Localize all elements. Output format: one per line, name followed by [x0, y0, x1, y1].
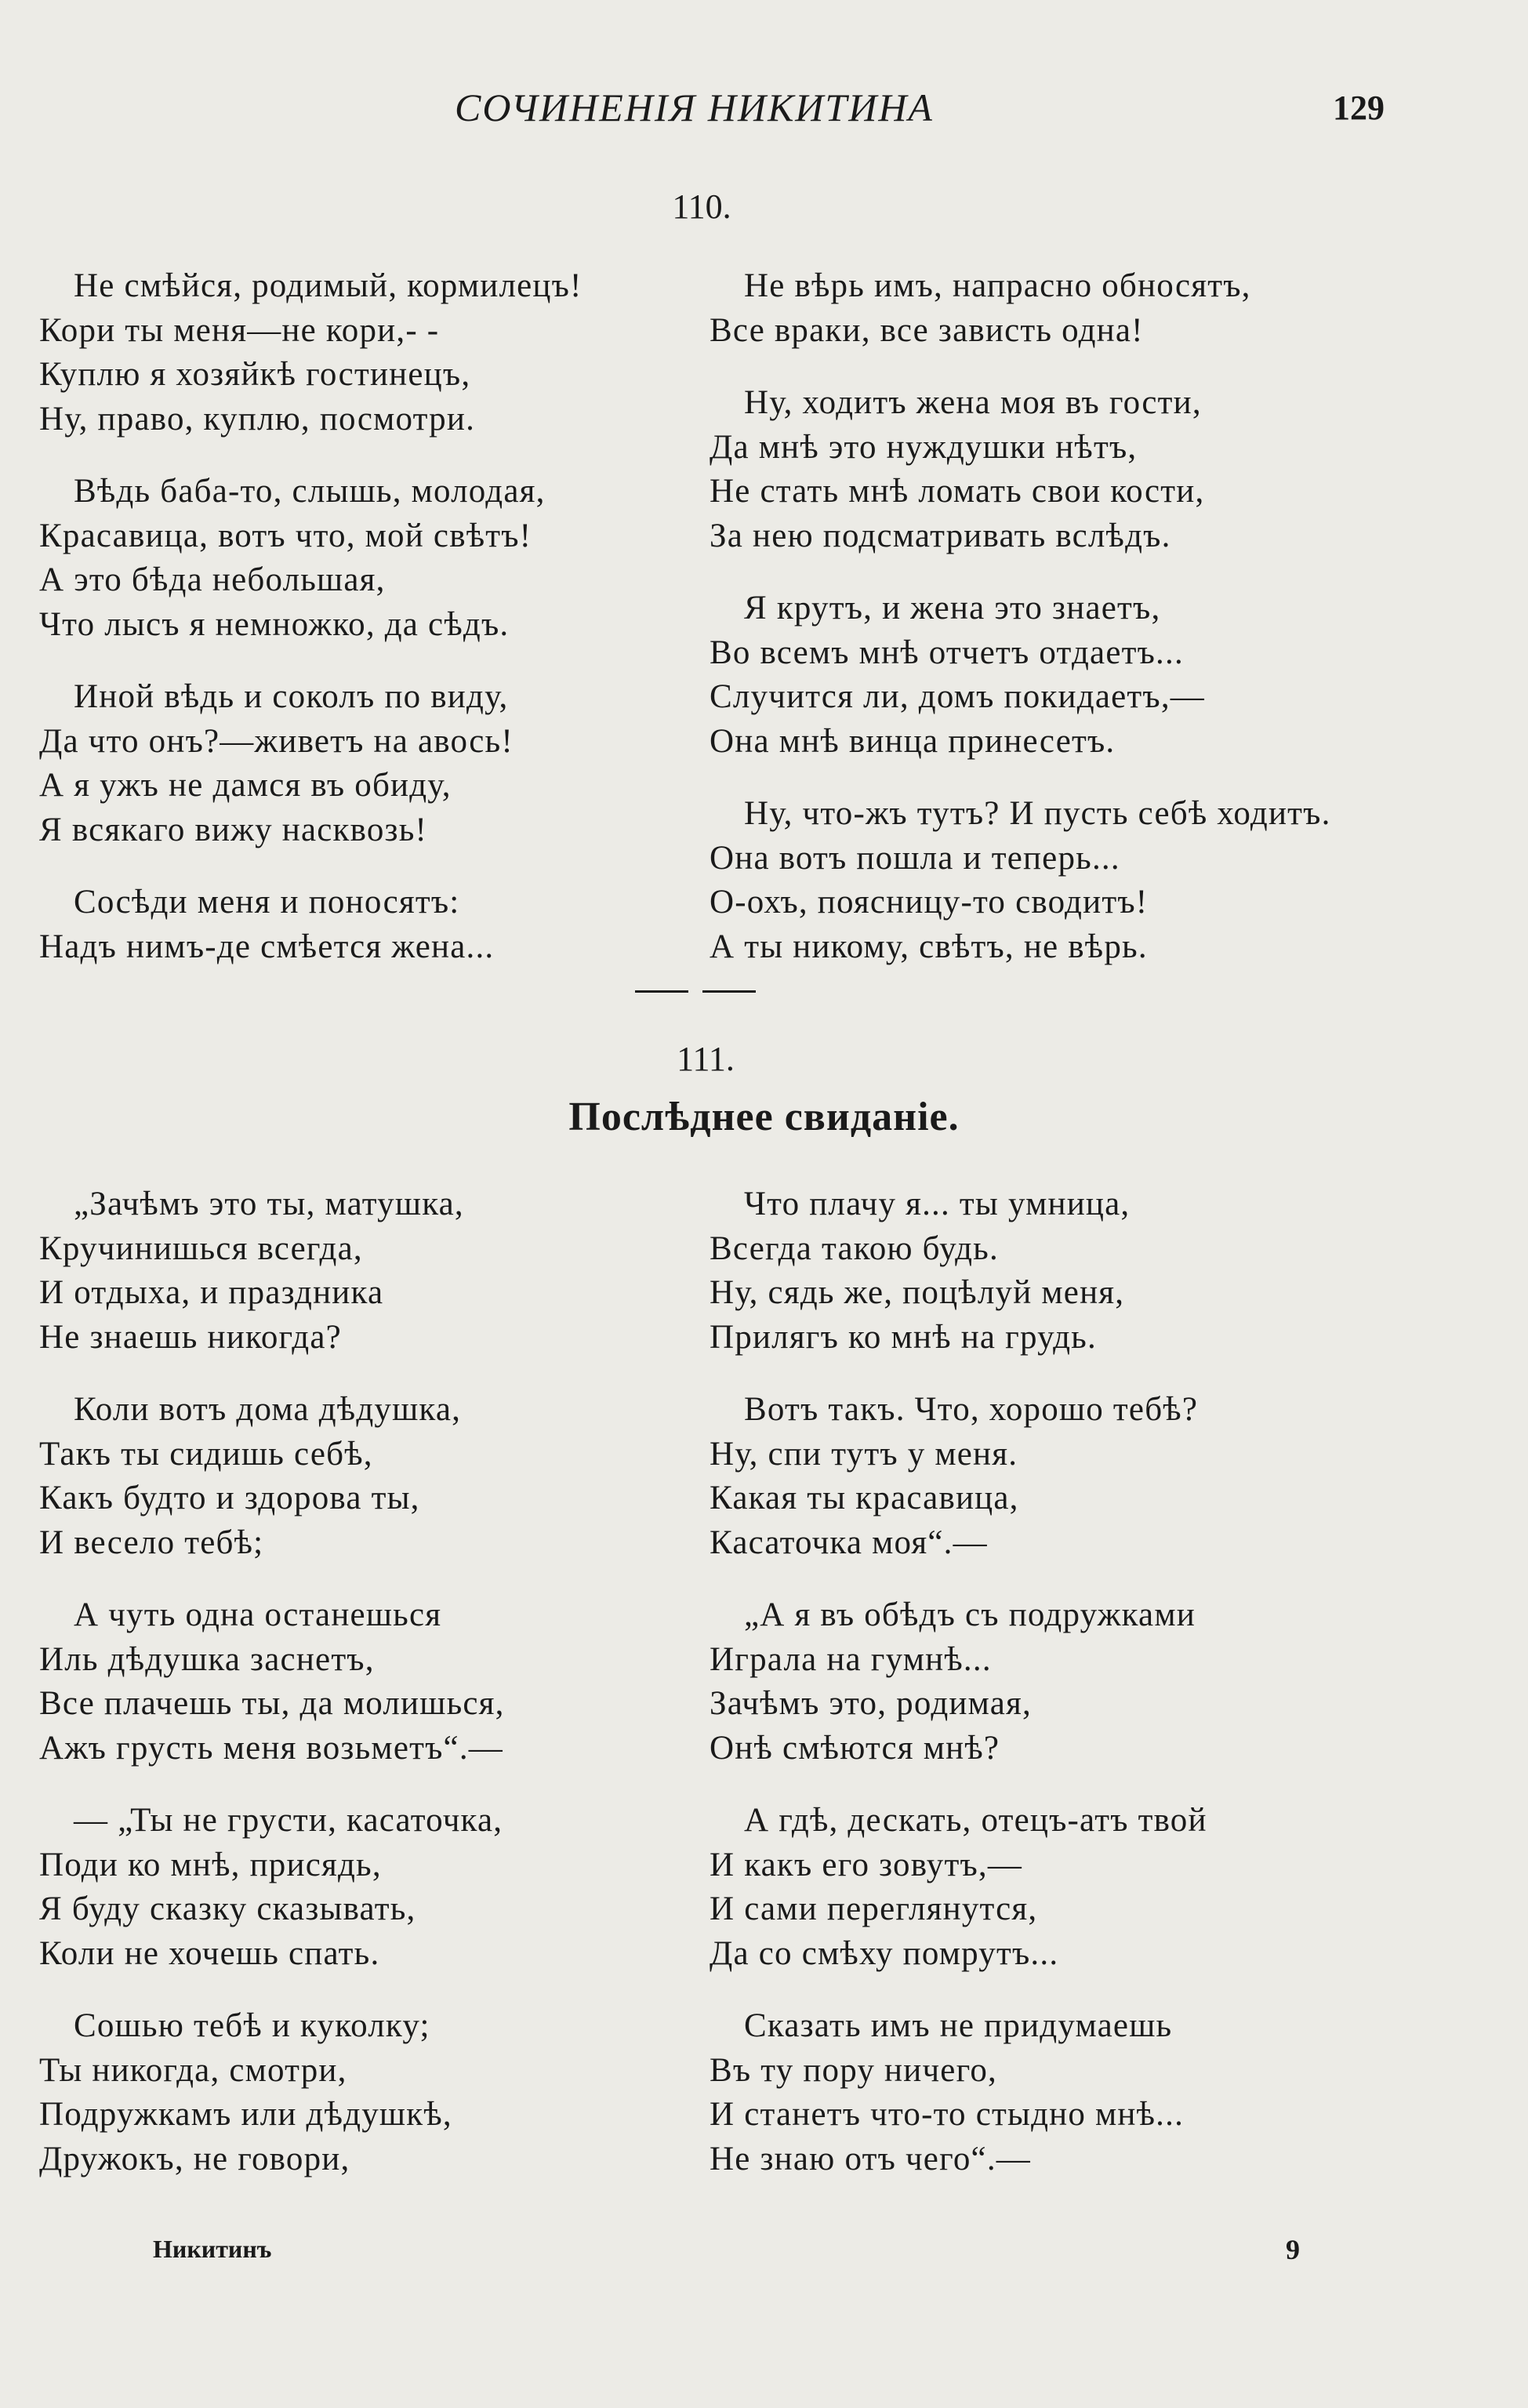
stanza [710, 1182, 1384, 1360]
poem-111-title: Послѣднее свиданіе. [568, 1095, 960, 1139]
poem-line: Онѣ смѣются мнѣ? [710, 1729, 1000, 1767]
poem-line: Ажъ грусть меня возьметъ“.— [39, 1729, 503, 1767]
poem-line: Ты никогда, смотри, [39, 2051, 347, 2089]
poem-line: Не стать мнѣ ломать свои кости, [710, 473, 1205, 510]
poem-110-number: 110. [672, 187, 731, 226]
section-separator [635, 990, 756, 993]
separator-dash [702, 990, 756, 993]
poem-line: Она вотъ пошла и теперь... [710, 839, 1120, 877]
poem-line: Что плачу я... ты умница, [744, 1186, 1131, 1222]
poem-line: Прилягъ ко мнѣ на грудь. [710, 1318, 1097, 1356]
poem-line: — „Ты не грусти, касаточка, [74, 1802, 503, 1839]
poem-line: Ну, сядь же, поцѣлуй меня, [710, 1274, 1125, 1311]
stanza [39, 470, 713, 647]
poem-line: Коли вотъ дома дѣдушка, [74, 1391, 462, 1428]
stanza [710, 1593, 1384, 1771]
poem-line: Куплю я хозяйкѣ гостинецъ, [39, 356, 471, 393]
poem-line: Играла на гумнѣ... [710, 1640, 992, 1678]
stanza [39, 881, 713, 969]
stanza [710, 264, 1384, 353]
stanza [710, 1799, 1384, 1976]
poem-line: О-охъ, поясницу-то сводитъ! [710, 884, 1149, 921]
poem-line: Ну, спи тутъ у меня. [710, 1435, 1018, 1473]
poem-line: Ну, право, куплю, посмотри. [39, 400, 476, 438]
poem-line: Всегда такою будь. [710, 1229, 999, 1267]
poem-line: „Зачѣмъ это ты, матушка, [74, 1186, 464, 1222]
poem-line: Ну, ходитъ жена моя въ гости, [744, 384, 1202, 421]
stanza [39, 675, 713, 852]
poem-line: Вотъ такъ. Что, хорошо тебѣ? [744, 1391, 1199, 1428]
poem-line: Случится ли, домъ покидаетъ,— [710, 678, 1205, 715]
poem-111-number: 111. [677, 1040, 735, 1078]
poem-line: Сошью тебѣ и куколку; [74, 2007, 430, 2044]
stanza [39, 1388, 713, 1565]
poem-line: Сказать имъ не придумаешь [744, 2007, 1173, 2044]
poem-line: Красавица, вотъ что, мой свѣтъ! [39, 517, 532, 554]
poem-line: Да со смѣху помрутъ... [710, 1934, 1059, 1972]
poem-110-right-column [710, 264, 1384, 997]
poem-line: И весело тебѣ; [39, 1524, 264, 1561]
stanza [39, 1182, 713, 1360]
poem-line: Все враки, все зависть одна! [710, 311, 1144, 349]
stanza [710, 2004, 1384, 2181]
poem-line: Не вѣрь имъ, напрасно обносятъ, [744, 267, 1251, 304]
poem-line: Дружокъ, не говори, [39, 2140, 350, 2177]
poem-line: Поди ко мнѣ, присядь, [39, 1846, 382, 1883]
poem-110-left-column [39, 264, 713, 997]
poem-line: И какъ его зовутъ,— [710, 1846, 1023, 1883]
poem-line: Вѣдь баба-то, слышь, молодая, [74, 473, 546, 510]
footer-author: Никитинъ [153, 2235, 272, 2263]
poem-line: Какая ты красавица, [710, 1480, 1019, 1516]
poem-line: За нею подсматривать вслѣдъ. [710, 517, 1171, 554]
poem-line: Ну, что-жъ тутъ? И пусть себѣ ходитъ. [744, 795, 1331, 832]
stanza [710, 792, 1384, 969]
poem-line: Что лысъ я немножко, да сѣдъ. [39, 605, 510, 643]
stanza [39, 1799, 713, 1976]
poem-line: Иль дѣдушка заснетъ, [39, 1640, 375, 1678]
stanza [39, 264, 713, 441]
poem-line: А я ужъ не дамся въ обиду, [39, 767, 452, 804]
stanza [39, 1593, 713, 1771]
running-title: СОЧИНЕНІЯ НИКИТИНА [455, 85, 934, 129]
poem-line: Не знаешь никогда? [39, 1318, 342, 1356]
poem-line: Да что онъ?—живетъ на авось! [39, 722, 514, 760]
poem-line: Кручинишься всегда, [39, 1229, 363, 1267]
stanza [39, 2004, 713, 2181]
poem-line: А ты никому, свѣтъ, не вѣрь. [710, 928, 1148, 965]
poem-111-left-column [39, 1182, 713, 2210]
poem-line: Она мнѣ винца принесетъ. [710, 722, 1116, 760]
poem-line: Надъ нимъ-де смѣется жена... [39, 928, 495, 965]
poem-line: Въ ту пору ничего, [710, 2051, 997, 2089]
poem-line: Во всемъ мнѣ отчетъ отдаетъ... [710, 634, 1184, 671]
signature-mark: 9 [1286, 2234, 1300, 2265]
poem-line: Коли не хочешь спать. [39, 1934, 380, 1972]
poem-line: Какъ будто и здорова ты, [39, 1480, 420, 1516]
poem-line: И станетъ что-то стыдно мнѣ... [710, 2096, 1185, 2133]
poem-line: А это бѣда небольшая, [39, 561, 386, 598]
poem-line: А гдѣ, дескать, отецъ-атъ твой [744, 1802, 1207, 1839]
poem-line: Такъ ты сидишь себѣ, [39, 1435, 373, 1473]
poem-line: Иной вѣдь и соколъ по виду, [74, 678, 509, 715]
poem-line: Подружкамъ или дѣдушкѣ, [39, 2096, 452, 2133]
poem-line: Сосѣди меня и поносятъ: [74, 884, 460, 921]
poem-line: Я крутъ, и жена это знаетъ, [744, 590, 1161, 627]
poem-line: Все плачешь ты, да молишься, [39, 1685, 505, 1722]
poem-line: Не смѣйся, родимый, кормилецъ! [74, 267, 583, 304]
poem-line: „А я въ обѣдъ съ подружками [744, 1596, 1196, 1633]
page-number: 129 [1333, 89, 1385, 127]
poem-line: Кори ты меня—не кори,- - [39, 311, 440, 349]
poem-line: Не знаю отъ чего“.— [710, 2140, 1031, 2177]
separator-dash [635, 990, 688, 993]
poem-line: Зачѣмъ это, родимая, [710, 1685, 1032, 1722]
poem-line: Я буду сказку сказывать, [39, 1890, 416, 1927]
poem-line: Я всякаго вижу насквозь! [39, 811, 428, 848]
poem-line: И сами переглянутся, [710, 1890, 1038, 1927]
poem-line: Касаточка моя“.— [710, 1524, 988, 1561]
poem-line: Да мнѣ это нуждушки нѣтъ, [710, 428, 1138, 466]
stanza [710, 1388, 1384, 1565]
stanza [710, 587, 1384, 764]
stanza [710, 381, 1384, 558]
poem-line: И отдыха, и праздника [39, 1274, 384, 1311]
poem-line: А чуть одна останешься [74, 1596, 442, 1633]
poem-111-right-column [710, 1182, 1384, 2210]
